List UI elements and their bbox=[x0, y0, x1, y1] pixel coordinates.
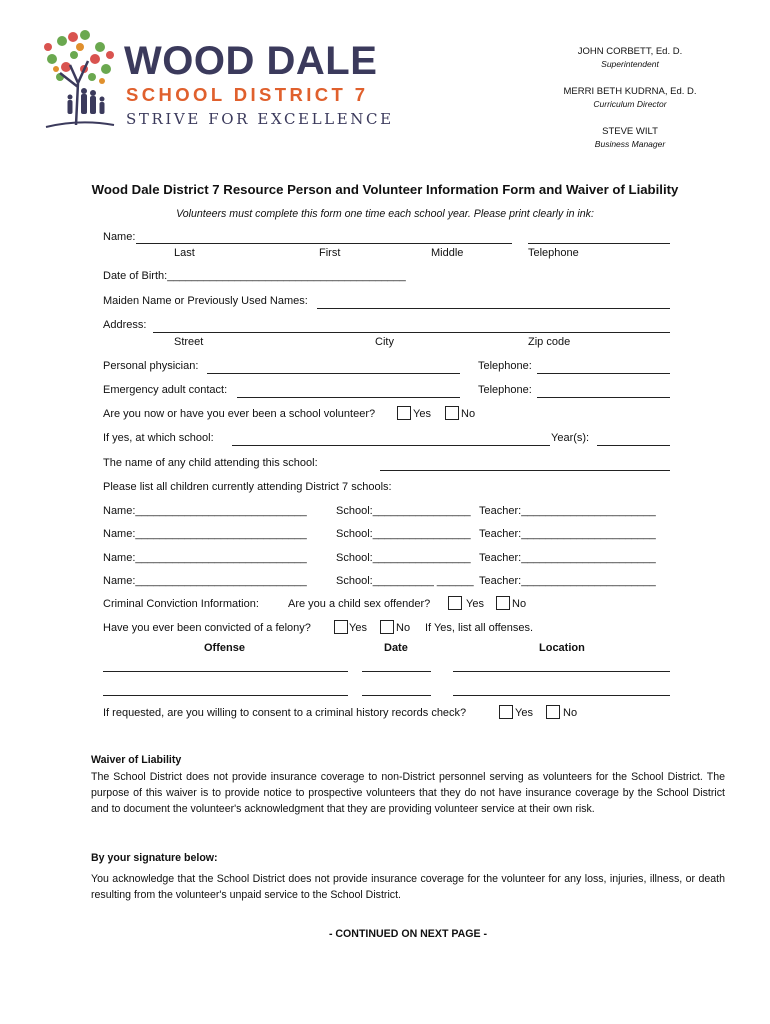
child-teacher-field[interactable]: Teacher:______________________ bbox=[479, 552, 656, 564]
felony-yes-checkbox[interactable] bbox=[334, 620, 348, 634]
last-label: Last bbox=[174, 247, 195, 259]
emergency-field[interactable] bbox=[237, 397, 460, 398]
signature-text: You acknowledge that the School District does not provide insurance coverage for the volunteer for any loss, injuries, illness, or death resulting from the volunteer's unpaid service to the School District. bbox=[91, 873, 725, 901]
which-school-field[interactable] bbox=[232, 445, 550, 446]
physician-field[interactable] bbox=[207, 373, 460, 374]
waiver-text: The School District does not provide insurance coverage to non-District personnel serving as volunteers for the School District. The purpose of this waiver is to provide notice to prospective volunteers that they do not have insurance coverage by the School District and to document the volunteer's acknowledgment that they are providing volunteer service at their own risk. bbox=[91, 771, 725, 815]
which-school-label: If yes, at which school: bbox=[103, 432, 214, 444]
first-label: First bbox=[319, 247, 341, 259]
location-header: Location bbox=[539, 642, 585, 654]
staff-title: Curriculum Director bbox=[593, 99, 667, 109]
years-field[interactable] bbox=[597, 445, 670, 446]
offense-field[interactable] bbox=[103, 671, 348, 672]
volunteer-yes-checkbox[interactable] bbox=[397, 406, 411, 420]
child-teacher-field[interactable]: Teacher:______________________ bbox=[479, 575, 656, 587]
physician-telephone-label: Telephone: bbox=[478, 360, 532, 372]
child-name-label: The name of any child attending this school: bbox=[103, 457, 318, 469]
waiver-heading: Waiver of Liability bbox=[91, 754, 182, 766]
child-name-field[interactable] bbox=[380, 470, 670, 471]
yes-label: Yes bbox=[466, 598, 484, 610]
emergency-label: Emergency adult contact: bbox=[103, 384, 228, 396]
yes-label: Yes bbox=[515, 707, 533, 719]
list-offenses-label: If Yes, list all offenses. bbox=[425, 622, 534, 634]
staff-name: MERRI BETH KUDRNA, Ed. D. bbox=[563, 86, 697, 97]
child-school-field[interactable]: School:________________ bbox=[336, 528, 471, 540]
logo-tagline: STRIVE FOR EXCELLENCE bbox=[126, 110, 394, 128]
child-name-field[interactable]: Name:____________________________ bbox=[103, 528, 307, 540]
form-instructions: Volunteers must complete this form one time each school year. Please print clearly in ink: bbox=[176, 208, 594, 220]
child-school-field[interactable]: School:________________ bbox=[336, 505, 471, 517]
emergency-telephone-field[interactable] bbox=[537, 397, 670, 398]
child-teacher-field[interactable]: Teacher:______________________ bbox=[479, 528, 656, 540]
felony-no-checkbox[interactable] bbox=[380, 620, 394, 634]
child-name-field[interactable]: Name:____________________________ bbox=[103, 552, 307, 564]
background-check-question: If requested, are you willing to consent to a criminal history records check? bbox=[103, 707, 467, 719]
name-field[interactable] bbox=[136, 243, 512, 244]
no-label: No bbox=[461, 408, 476, 420]
sex-offender-question: Are you a child sex offender? bbox=[288, 598, 431, 610]
staff-title: Superintendent bbox=[601, 59, 659, 69]
staff-name: JOHN CORBETT, Ed. D. bbox=[577, 46, 683, 57]
criminal-label: Criminal Conviction Information: bbox=[103, 598, 259, 610]
child-school-field[interactable]: School:__________ ______ bbox=[336, 575, 474, 587]
address-label: Address: bbox=[103, 319, 147, 331]
street-label: Street bbox=[174, 336, 204, 348]
address-field[interactable] bbox=[153, 332, 670, 333]
offense-field[interactable] bbox=[103, 695, 348, 696]
child-teacher-field[interactable]: Teacher:______________________ bbox=[479, 505, 656, 517]
city-label: City bbox=[375, 336, 394, 348]
sex-offender-yes-checkbox[interactable] bbox=[448, 596, 462, 610]
dob-field[interactable]: Date of Birth:_______________________________________ bbox=[103, 270, 406, 282]
background-yes-checkbox[interactable] bbox=[499, 705, 513, 719]
date-header: Date bbox=[384, 642, 408, 654]
child-name-field[interactable]: Name:____________________________ bbox=[103, 505, 307, 517]
yes-label: Yes bbox=[349, 622, 367, 634]
volunteer-no-checkbox[interactable] bbox=[445, 406, 459, 420]
tree-family-icon bbox=[40, 25, 120, 133]
maiden-name-label: Maiden Name or Previously Used Names: bbox=[103, 295, 308, 307]
staff-title: Business Manager bbox=[594, 139, 666, 149]
continued-note: - CONTINUED ON NEXT PAGE - bbox=[328, 928, 488, 940]
felony-question: Have you ever been convicted of a felony? bbox=[103, 622, 311, 634]
maiden-name-field[interactable] bbox=[317, 308, 670, 309]
signature-heading: By your signature below: bbox=[91, 852, 218, 864]
logo-subtitle: SCHOOL DISTRICT 7 bbox=[126, 84, 369, 105]
physician-telephone-field[interactable] bbox=[537, 373, 670, 374]
background-no-checkbox[interactable] bbox=[546, 705, 560, 719]
form-title: Wood Dale District 7 Resource Person and Volunteer Information Form and Waiver of Liability bbox=[91, 182, 679, 197]
volunteer-question: Are you now or have you ever been a school volunteer? bbox=[103, 408, 376, 420]
child-name-field[interactable]: Name:____________________________ bbox=[103, 575, 307, 587]
telephone-field[interactable] bbox=[528, 243, 670, 244]
offense-header: Offense bbox=[204, 642, 245, 654]
middle-label: Middle bbox=[431, 247, 464, 259]
no-label: No bbox=[563, 707, 578, 719]
physician-label: Personal physician: bbox=[103, 360, 199, 372]
zip-label: Zip code bbox=[528, 336, 571, 348]
staff-name: STEVE WILT bbox=[602, 126, 658, 137]
offense-date-field[interactable] bbox=[362, 695, 431, 696]
logo-title: WOOD DALE bbox=[124, 39, 378, 83]
telephone-label: Telephone bbox=[528, 247, 579, 259]
yes-label: Yes bbox=[413, 408, 431, 420]
name-label: Name: bbox=[103, 231, 136, 243]
offense-location-field[interactable] bbox=[453, 671, 670, 672]
emergency-telephone-label: Telephone: bbox=[478, 384, 532, 396]
offense-location-field[interactable] bbox=[453, 695, 670, 696]
child-school-field[interactable]: School:________________ bbox=[336, 552, 471, 564]
sex-offender-no-checkbox[interactable] bbox=[496, 596, 510, 610]
offense-date-field[interactable] bbox=[362, 671, 431, 672]
no-label: No bbox=[512, 598, 527, 610]
no-label: No bbox=[396, 622, 411, 634]
years-label: Year(s): bbox=[551, 432, 590, 444]
list-children-label: Please list all children currently attending District 7 schools: bbox=[103, 481, 392, 493]
